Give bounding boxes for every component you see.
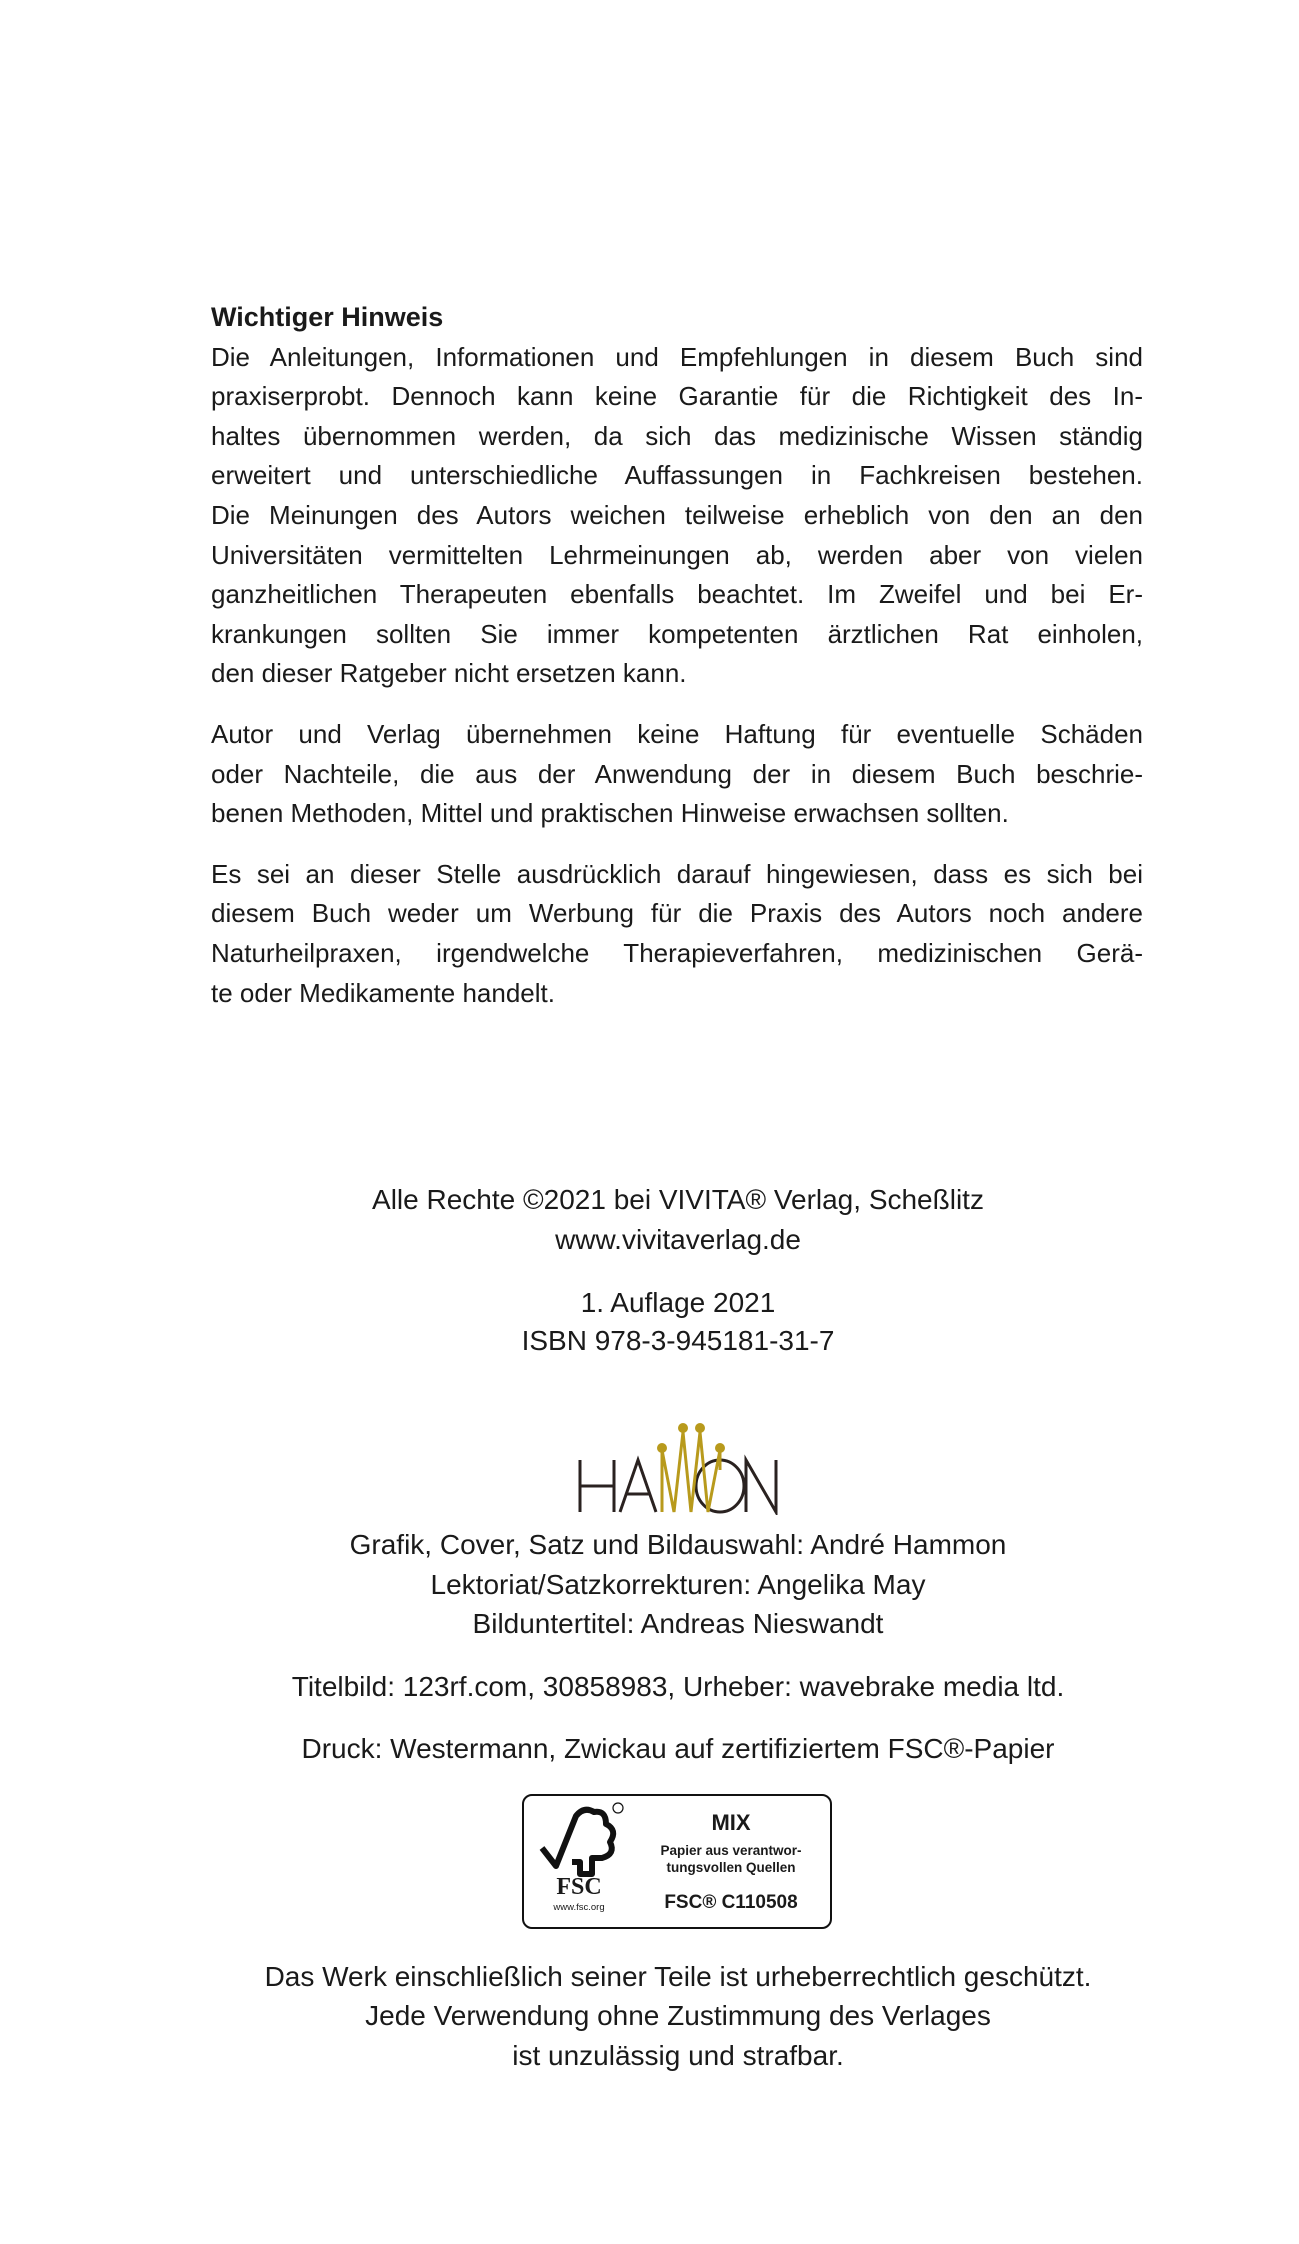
notice-paragraph-2 bbox=[211, 715, 1143, 834]
edition-line: 1. Auflage 2021 bbox=[580, 1287, 776, 1318]
text-line: praxiserprobt. Dennoch kann keine Garantie für die Richtigkeit des In- bbox=[211, 381, 1143, 412]
hammon-logo bbox=[570, 1420, 780, 1520]
website-link[interactable]: www.vivitaverlag.de bbox=[555, 1224, 801, 1255]
text-line: Die Anleitungen, Informationen und Empfehlungen in diesem Buch sind bbox=[211, 341, 1143, 372]
notice-paragraph-1 bbox=[211, 338, 1143, 694]
text-line: Universitäten vermittelten Lehrmeinungen ab, werden aber von vielen bbox=[211, 539, 1143, 570]
text-line: benen Methoden, Mittel und praktischen Hinweise erwachsen sollten. bbox=[211, 798, 1009, 829]
fsc-url: www.fsc.org bbox=[553, 1902, 605, 1913]
credit-editing: Lektoriat/Satzkorrekturen: Angelika May bbox=[430, 1569, 926, 1600]
fsc-code: FSC® C110508 bbox=[664, 1892, 798, 1913]
fsc-label bbox=[522, 1794, 832, 1929]
fsc-description bbox=[632, 1842, 830, 1876]
copyright-line: Das Werk einschließlich seiner Teile ist urheberrechtlich geschützt. bbox=[264, 1961, 1092, 1992]
hammon-logo-mark bbox=[570, 1420, 780, 1515]
text-line: Autor und Verlag übernehmen keine Haftung für eventuelle Schäden bbox=[211, 718, 1143, 749]
fsc-description-line: Papier aus verantwor- bbox=[660, 1843, 802, 1858]
text-line: den dieser Ratgeber nicht ersetzen kann. bbox=[211, 658, 687, 689]
text-line: Naturheilpraxen, irgendwelche Therapieverfahren, medizinischen Gerä- bbox=[211, 937, 1143, 968]
important-notice bbox=[211, 298, 1143, 1034]
text-line: Die Meinungen des Autors weichen teilweise erheblich von den an den bbox=[211, 499, 1143, 530]
text-line: Es sei an dieser Stelle ausdrücklich darauf hingewiesen, dass es sich bei bbox=[211, 858, 1143, 889]
fsc-mix: MIX bbox=[711, 1810, 751, 1835]
text-line: krankungen sollten Sie immer kompetenten ärztlichen Rat einholen, bbox=[211, 618, 1143, 649]
notice-title: Wichtiger Hinweis bbox=[211, 302, 444, 332]
text-line: te oder Medikamente handelt. bbox=[211, 977, 555, 1008]
notice-paragraph-3 bbox=[211, 855, 1143, 1013]
fsc-tree-icon bbox=[536, 1802, 626, 1878]
text-line: haltes übernommen werden, da sich das medizinische Wissen ständig bbox=[211, 420, 1143, 451]
credit-design: Grafik, Cover, Satz und Bildauswahl: André Hammon bbox=[349, 1529, 1007, 1560]
credit-captions: Bilduntertitel: Andreas Nieswandt bbox=[472, 1608, 884, 1639]
text-line: oder Nachteile, die aus der Anwendung der in diesem Buch beschrie- bbox=[211, 758, 1143, 789]
credit-cover-image: Titelbild: 123rf.com, 30858983, Urheber: wavebrake media ltd. bbox=[291, 1671, 1065, 1702]
fsc-description-line: tungsvollen Quellen bbox=[666, 1860, 796, 1875]
credit-print: Druck: Westermann, Zwickau auf zertifiziertem FSC®-Papier bbox=[301, 1733, 1055, 1764]
isbn-line: ISBN 978-3-945181-31-7 bbox=[521, 1325, 835, 1356]
text-line: erweitert und unterschiedliche Auffassungen in Fachkreisen bestehen. bbox=[211, 460, 1143, 491]
text-line: ganzheitlichen Therapeuten ebenfalls beachtet. Im Zweifel und bei Er- bbox=[211, 579, 1143, 610]
text-line: diesem Buch weder um Werbung für die Praxis des Autors noch andere bbox=[211, 898, 1143, 929]
copyright-line: Jede Verwendung ohne Zustimmung des Verlages bbox=[365, 2000, 991, 2031]
rights-line: Alle Rechte ©2021 bei VIVITA® Verlag, Scheßlitz bbox=[372, 1184, 984, 1215]
fsc-brand: FSC bbox=[556, 1874, 602, 1900]
copyright-line: ist unzulässig und strafbar. bbox=[512, 2040, 844, 2071]
